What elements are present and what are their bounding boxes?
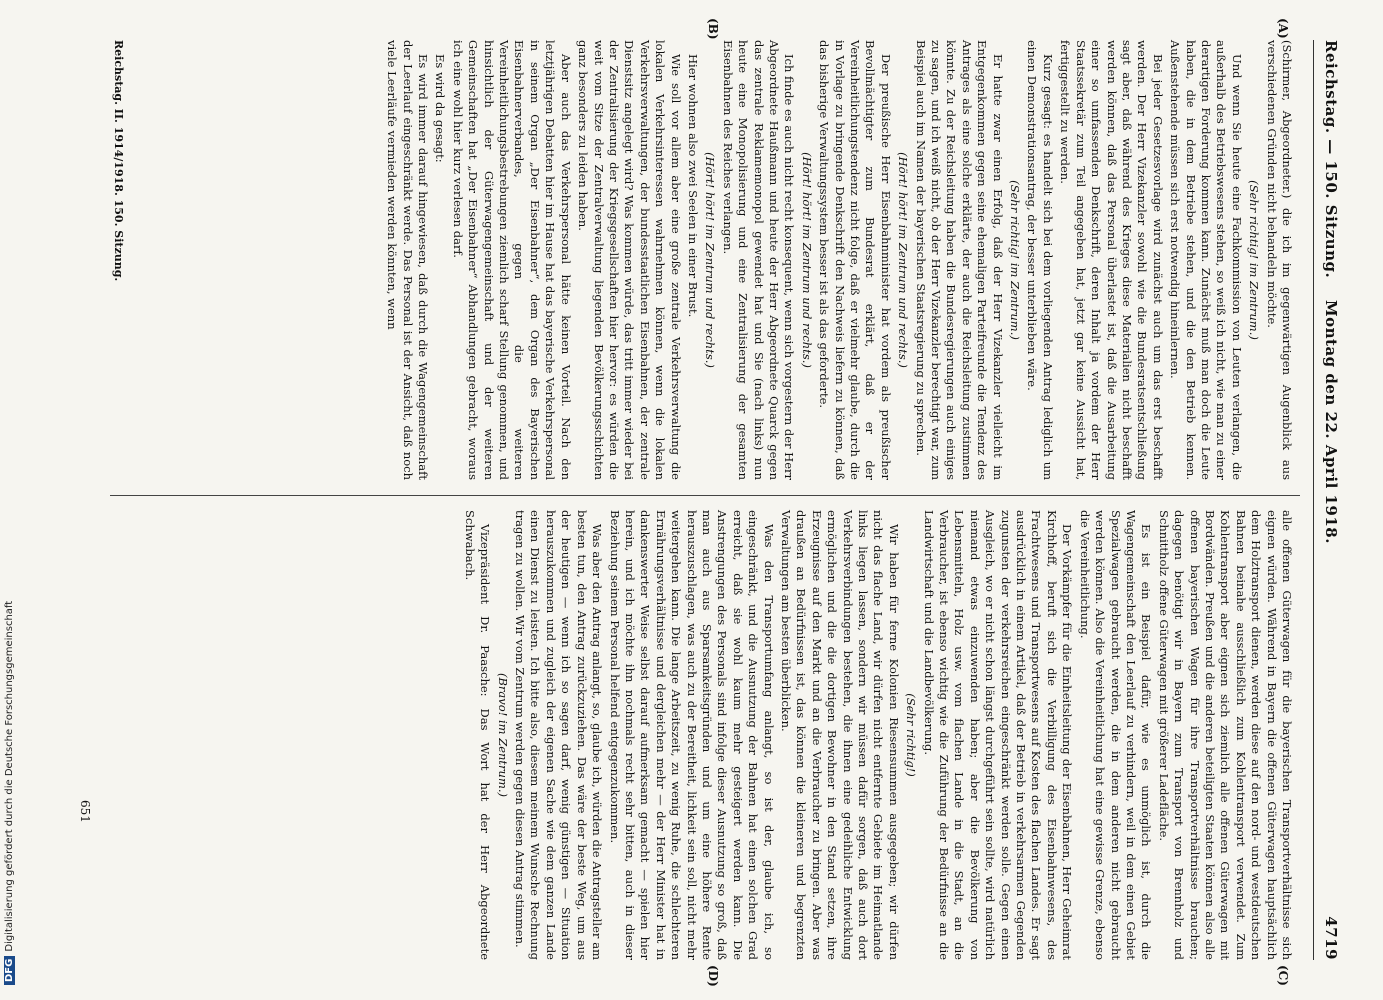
left-column bbox=[114, 40, 1294, 480]
margin-marker-b: (B) bbox=[706, 18, 720, 40]
digitization-credit bbox=[4, 601, 15, 985]
paragraph: Was aber den Antrag anlangt, so, glaube ich, würden die Antragsteller am besten tun, den Antrag zurückzuziehen. Das wäre der beste Weg, um aus der heutigen — wenn ich so sagen darf, wenig günstigen — Situation herauszukommen und zugleich der eigenen Sache wie dem ganzen Lande einen Dienst zu leisten. Ich bitte also, diesem meinem Wunsche Rechnung tragen zu wollen. Wir vom Zentrum werden gegen diesen Antrag stimmen. bbox=[513, 510, 605, 960]
interjection: (Hört! hört! im Zentrum und rechts.) bbox=[703, 152, 718, 368]
interjection: (Hört! hört! im Zentrum und rechts.) bbox=[799, 152, 814, 368]
page-header bbox=[1316, 40, 1340, 960]
page-number: 4719 bbox=[1322, 916, 1340, 960]
paragraph: Kurz gesagt: es handelt sich bei dem vorliegenden Antrag lediglich um einen Demonstrationsantrag, der besser unterblieben wäre. bbox=[1025, 40, 1055, 480]
paragraph: Wir haben für ferne Kolonien Riesensummen ausgegeben; wir dürfen nicht das flache Land, wir dürfen nicht entfernte Gebiete im Heimatlande links liegen lassen, sondern wir müssen dafür sorgen, daß auch dort Verkehrsverbindungen bestehen, die ihnen eine gedeihliche Entwicklung ermöglichen und die die dortigen Bewohner in den Stand setzen, ihre Erzeugnisse auf den Markt und an die Verbraucher zu bringen. Aber was draußen an Bedürfnissen ist, das können die kleineren und begrenzten Verwaltungen am besten überblicken. bbox=[779, 510, 901, 960]
paragraph: Bei jeder Gesetzesvorlage wird zunächst auch um das erst beschafft werden. Der Herr Vizekanzler sowohl wie die Bundesratsentschließung sagt aber, daß während des Krieges diese Materialien nicht beschafft werden können, daß das Personal überlastet ist, daß die Ausarbeitung einer so umfassenden Denkschrift, deren Inhalt ja vordem der Herr Staatssekretär zum Teil angegeben hat, jetzt gar keine Aussicht hat, fertiggestellt zu werden. bbox=[1058, 40, 1165, 480]
header-rule bbox=[1313, 40, 1314, 960]
paragraph: alle offenen Güterwagen für die bayerischen Transportverhältnisse sich eignen würden. Während in Bayern die offenen Güterwagen hauptsächlich dem Holztransport dienen, werden diese auf den nord- und westdeutschen Bahnen beinahe ausschließlich zum Kohlentransport verwendet. Zum Kohlentransport aber eignen sich ziemlich alle offenen Güterwagen mit Bordwänden. Preußen und die anderen beteiligten Staaten können also alle offenen bayerischen Wagen für ihre Transportverhältnisse brauchen; dagegen benötigt wir in Bayern zum Transport von Brennholz und Schnittholz offene Güterwagen mit größerer Ladefläche. bbox=[1156, 510, 1294, 960]
paragraph: Aber auch das Verkehrspersonal hätte keinen Vorteil. Nach den letztjährigen Debatten hier im Hause hat das bayerische Verkehrspersonal in seinem Organ „Der Eisenbahner“, dem Organ des Bayerischen Eisenbahnerverbandes, gegen die weiteren Vereinheitlichungsbestrebungen ziemlich scharf Stellung genommen, und hinsichtlich der Güterwagengemeinschaft und der weiteren Gemeinschaften hat „Der Eisenbahner“ Abhandlungen gebracht, woraus ich eine wohl hier kurz verlesen darf. bbox=[450, 40, 573, 480]
footer-left: Reichstag. II. 1914/1918. 150. Sitzung. bbox=[112, 40, 125, 282]
paragraph: Der Vorkämpfer für die Einheitsleitung der Eisenbahnen, Herr Geheimrat Kirchhoff, beruft sich die Verbilligung des Eisenbahnwesens, des Frachtwesens und Transportwesens auf Kosten des flachen Landes. Er sagt ausdrücklich in einem Artikel, daß der Betrieb in verkehrsarmen Gegenden zugunsten der verkehrsreichen eingeschränkt werden solle. Gegen einen Ausgleich, wo er nicht schon längst durchgeführt sein sollte, wird natürlich niemand etwas einzuwenden haben; aber die Bevölkerung von Lebensmitteln, Holz usw. vom flachen Lande in die Stadt, an die Verbraucher, ist ebenso wichtig wie die Zuführung der Bedürfnisse an die Landwirtschaft und die Landbevölkerung. bbox=[921, 510, 1075, 960]
paragraph: Er hatte zwar einen Erfolg, daß der Herr Vizekanzler vielleicht im Entgegenkommen gegen seine ehemaligen Parteifreunde die Tendenz des Antrages als eine solche erklärte, der auch die Reichsleitung zustimmen könnte. Zu der Reichsleitung haben die Bundesregierungen auch einiges zu sagen, und ich weiß nicht, ob der Herr Vizekanzler berechtigt war, zum Beispiel auch im Namen der bayerischen Staatsregierung zu sprechen. bbox=[913, 40, 1005, 480]
paragraph: (Schirmer, Abgeordneter.) die ich im gegenwärtigen Augenblick aus verschiedenen Gründen nicht behandeln möchte. bbox=[1264, 40, 1294, 480]
paragraph: Und wenn Sie heute eine Fachkommission von Leuten verlangen, die außerhalb des Betriebswesens stehen, so weiß ich nicht, wie man zu einer derartigen Forderung kommen kann. Zunächst muß man doch die Leute haben, die in dem Betriebe stehen, und die den Betrieb kennen. Außenstehende müssen sich erst notwendig hineinlernen. bbox=[1168, 40, 1244, 480]
rotated-page bbox=[55, 18, 1340, 987]
margin-marker-c: (C) bbox=[1276, 965, 1290, 986]
header-date: Montag den 22. April 1918. bbox=[1322, 300, 1340, 544]
interjection: (Bravo! im Zentrum.) bbox=[495, 672, 510, 797]
paragraph: Der preußische Herr Eisenbahnminister hat vordem als preußischer Bevollmächtigter zum Bundesrat erklärt, daß er der Vereinheitlichungstendenz nicht folge, daß er vielmehr glaube, durch die in Vorlage zu bringende Denkschrift den Nachweis liefern zu können, daß das bisherige Verwaltungssystem besser ist als das geforderte. bbox=[817, 40, 893, 480]
margin-marker-a: (A) bbox=[1276, 18, 1290, 39]
paragraph: Hier wohnen also zwei Seelen in einer Brust. bbox=[685, 54, 700, 318]
dfg-logo: DFG bbox=[4, 956, 15, 985]
interjection: (Sehr richtig! im Zentrum.) bbox=[1247, 180, 1262, 340]
paragraph: Wie soll vor allem aber eine große zentrale Verkehrsverwaltung die lokalen Verkehrsinteressen wahrnehmen können, wenn die lokalen Verkehrsverwaltungen, der bundesstaatlichen Eisenbahnen, der zentrale Dienstsitz angelegt wird? Was kommen würde, das tritt immer wieder bei der Zentralisierung der Kriegsgesellschaften hier hervor: es würden die weit vom Sitze der Zentralverwaltung liegenden Bevölkerungsschichten ganz besonders zu leiden haben. bbox=[576, 40, 683, 480]
paragraph: Es ist ein Beispiel dafür, wie es unmöglich ist, durch die Wagengemeinschaft den Leerlauf zu verhindern, weil in dem einen Gebiet Spezialwagen gebraucht werden, die in dem anderen nicht gebraucht werden können. Also die Vereinheitlichung hat eine gewisse Grenze, ebenso die Vereinheitlichung. bbox=[1077, 510, 1154, 960]
bottom-page-number: 651 bbox=[78, 800, 92, 823]
margin-marker-d: (D) bbox=[706, 965, 720, 987]
interjection: (Hört! hört! im Zentrum und rechts.) bbox=[896, 152, 911, 368]
credit-text: Digitalisierung gefördert durch die Deutsche Forschungsgemeinschaft bbox=[4, 600, 15, 952]
header-left: Reichstag. — 150. Sitzung. bbox=[1322, 40, 1340, 279]
interjection: (Sehr richtig! im Zentrum.) bbox=[1008, 180, 1023, 340]
paragraph: Es wird da gesagt: bbox=[433, 54, 448, 163]
interjection: (Sehr richtig!) bbox=[904, 693, 919, 777]
paragraph: Was den Transportumfang anlangt, so ist der, glaube ich, so eingeschränkt, und die Ausnutzung der Bahnen hat einen solchen Grad erreicht, daß sie wohl kaum mehr gesteigert werden kann. Die Anstrengungen des Personals sind infolge dieser Ausnutzung so groß, daß man auch aus Sparsamkeitsgründen und um eine höhere Rente herauszuschlagen, was auch zu der Bereitheit, lichkeit sein soll, nicht mehr weitergehen kann. Die lange Arbeitszeit, zu wenig Ruhe, die schlechteren Ernährungsverhältnisse und dergleichen mehr — der Herr Minister hat in dankenswerter Weise selbst darauf aufmerksam gemacht — spielen hier herein, und ich möchte ihn nochmals recht sehr bitten, auch in dieser Beziehung seinem Personal helfend entgegenzukommen. bbox=[607, 510, 776, 960]
paragraph: Ich finde es auch nicht recht konsequent, wenn sich vorgestern der Herr Abgeordnete Haußmann und heute der Herr Abgeordnete Quarck gegen das zentrale Reklamemonopol gewendet hat und Sie (nach links) nun heute eine Monopolisierung und eine Zentralisierung der gesamten Eisenbahnen des Reiches verlangen. bbox=[720, 40, 797, 480]
right-column bbox=[114, 510, 1294, 960]
paragraph: Es wird immer darauf hingewiesen, daß durch die Wagengemeinschaft der Leerlauf eingeschränkt werde. Das Personal ist der Ansicht, daß noch viele Leerläufe vermieden werden könnten, wenn bbox=[385, 40, 431, 480]
paragraph: Vizepräsident Dr. Paasche: Das Wort hat der Herr Abgeordnete Schwabach. bbox=[462, 510, 493, 960]
column-divider bbox=[110, 495, 1300, 496]
